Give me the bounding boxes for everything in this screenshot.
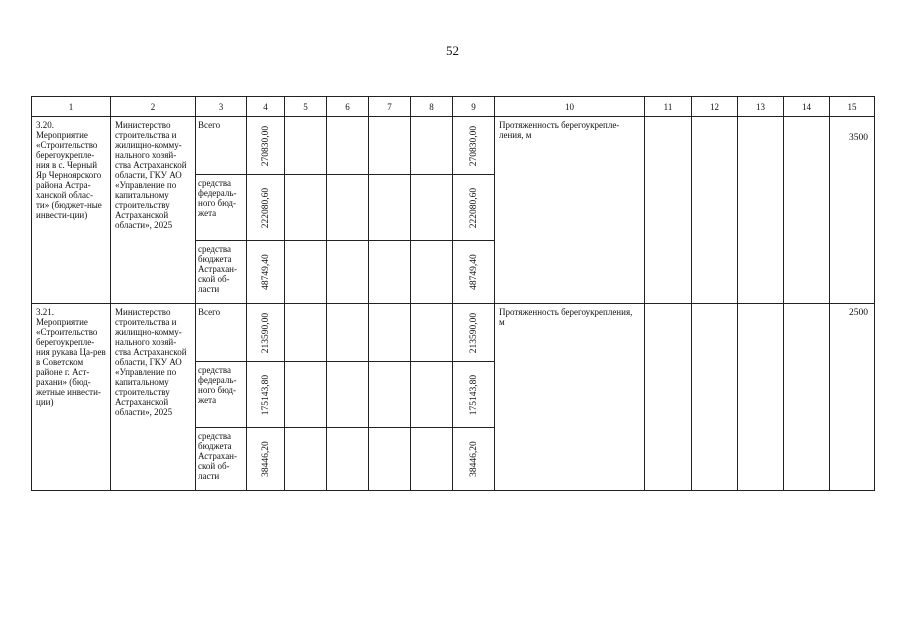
empty-cell [645, 117, 692, 304]
empty-cell [285, 175, 327, 241]
empty-cell [369, 241, 411, 304]
empty-cell [411, 175, 453, 241]
empty-cell [411, 428, 453, 491]
header-cell: 8 [411, 97, 453, 117]
empty-cell [692, 117, 738, 304]
header-cell: 6 [327, 97, 369, 117]
empty-cell [369, 362, 411, 428]
header-cell: 14 [784, 97, 830, 117]
header-cell: 15 [830, 97, 875, 117]
empty-cell [411, 117, 453, 175]
empty-cell [369, 304, 411, 362]
header-cell: 7 [369, 97, 411, 117]
header-cell: 1 [32, 97, 111, 117]
empty-cell [784, 117, 830, 304]
header-cell: 3 [196, 97, 247, 117]
amount-cell: 48749,40 [247, 241, 285, 304]
header-cell: 9 [453, 97, 495, 117]
header-cell: 13 [738, 97, 784, 117]
amount-cell: 270830,00 [453, 117, 495, 175]
measure-name-cell: 3.21. Мероприятие «Строительство берегоукрепле-ния рукава Ца-рев в Советском районе г. Аст-рахани» (бюд-жетные инвести-ции) [32, 304, 111, 491]
empty-cell [738, 117, 784, 304]
empty-cell [285, 241, 327, 304]
empty-cell [692, 304, 738, 491]
table-row [32, 304, 875, 362]
empty-cell [411, 304, 453, 362]
header-cell: 2 [111, 97, 196, 117]
empty-cell [738, 304, 784, 491]
funding-source-cell: средства федераль-ного бюд-жета [196, 175, 247, 241]
amount-cell: 270830,00 [247, 117, 285, 175]
empty-cell [369, 117, 411, 175]
amount-cell: 222080,60 [453, 175, 495, 241]
empty-cell [411, 241, 453, 304]
empty-cell [411, 362, 453, 428]
empty-cell [327, 428, 369, 491]
amount-cell: 213590,00 [453, 304, 495, 362]
target-value-cell: 3500 [830, 117, 875, 304]
program-table [31, 96, 875, 491]
empty-cell [645, 304, 692, 491]
header-cell: 11 [645, 97, 692, 117]
amount-cell: 175143,80 [247, 362, 285, 428]
amount-cell: 175143,80 [453, 362, 495, 428]
header-cell: 10 [495, 97, 645, 117]
page-number: 52 [446, 43, 459, 58]
funding-source-cell: Всего [196, 304, 247, 362]
empty-cell [285, 304, 327, 362]
empty-cell [327, 304, 369, 362]
empty-cell [784, 304, 830, 491]
amount-cell: 222080,60 [247, 175, 285, 241]
indicator-cell: Протяженность берегоукрепле-ления, м [495, 117, 645, 304]
empty-cell [327, 175, 369, 241]
header-row [32, 97, 875, 117]
header-cell: 12 [692, 97, 738, 117]
header-cell: 4 [247, 97, 285, 117]
empty-cell [327, 117, 369, 175]
measure-name-cell: 3.20. Мероприятие «Строительство берегоукрепле-ния в с. Черный Яр Черноярского района Астра-ханской облас-ти» (бюджет-ные инвести-ции) [32, 117, 111, 304]
amount-cell: 213590,00 [247, 304, 285, 362]
empty-cell [327, 362, 369, 428]
header-cell: 5 [285, 97, 327, 117]
executor-cell: Министерство строительства и жилищно-комму-нального хозяй-ства Астраханской области, ГКУ АО «Управление по капитальному строительству Астраханской области», 2025 [111, 304, 196, 491]
executor-cell: Министерство строительства и жилищно-комму-нального хозяй-ства Астраханской области, ГКУ АО «Управление по капитальному строительству Астраханской области», 2025 [111, 117, 196, 304]
table-row [32, 117, 875, 175]
empty-cell [285, 428, 327, 491]
empty-cell [285, 362, 327, 428]
amount-cell: 38446,20 [247, 428, 285, 491]
indicator-cell: Протяженность берегоукрепления, м [495, 304, 645, 491]
funding-source-cell: средства бюджета Астрахан-ской об-ласти [196, 241, 247, 304]
empty-cell [369, 175, 411, 241]
empty-cell [327, 241, 369, 304]
amount-cell: 48749,40 [453, 241, 495, 304]
empty-cell [285, 117, 327, 175]
funding-source-cell: Всего [196, 117, 247, 175]
empty-cell [369, 428, 411, 491]
target-value-cell: 2500 [830, 304, 875, 491]
funding-source-cell: средства бюджета Астрахан-ской об-ласти [196, 428, 247, 491]
funding-source-cell: средства федераль-ного бюд-жета [196, 362, 247, 428]
amount-cell: 38446,20 [453, 428, 495, 491]
